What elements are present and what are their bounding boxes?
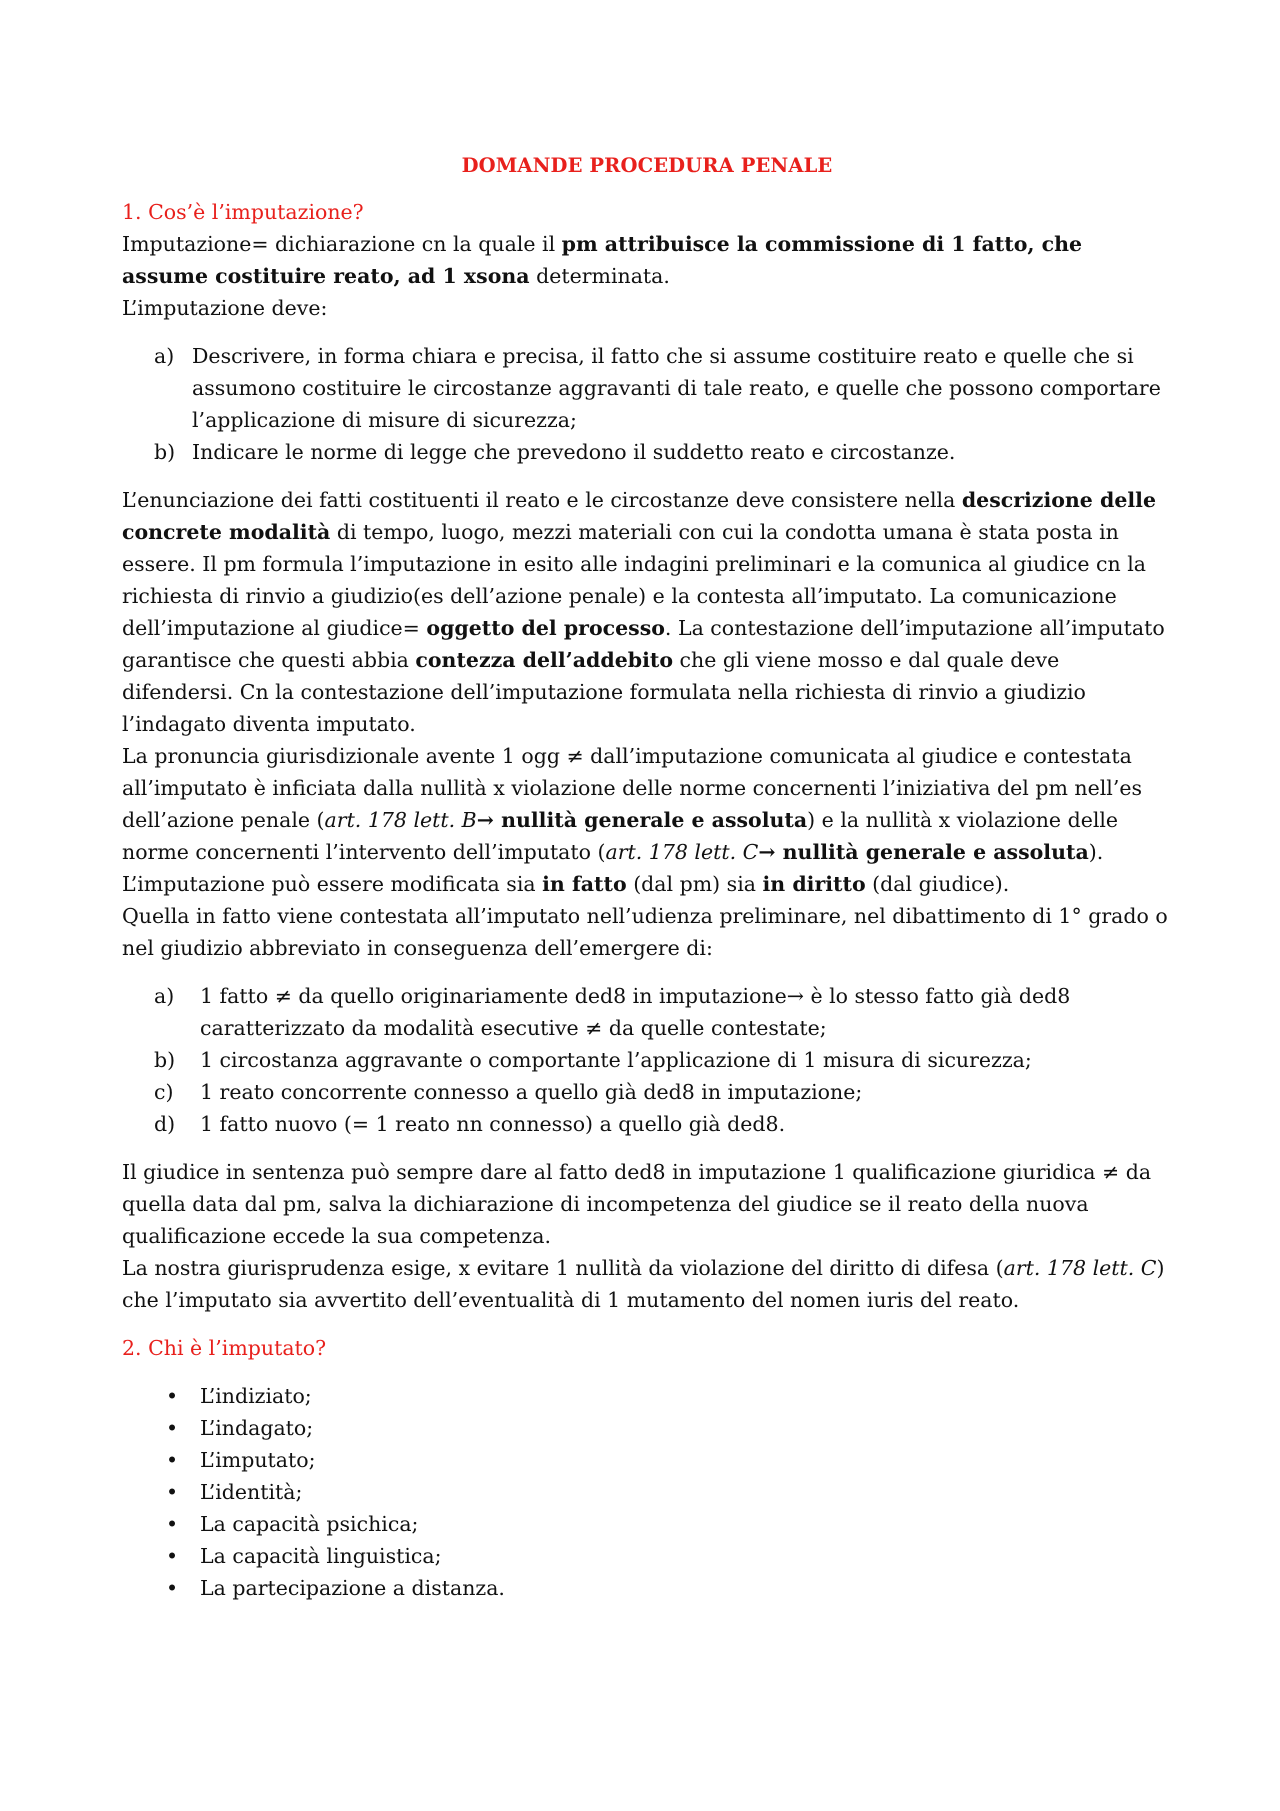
- bullet-icon: •: [166, 1480, 179, 1504]
- spacer: [122, 1316, 1172, 1332]
- list-item: [122, 1044, 1172, 1076]
- spacer: [122, 1364, 1172, 1380]
- imputato-topics-list: [122, 1380, 1172, 1604]
- text-run: (dal giudice).: [865, 872, 1010, 896]
- list-item: [122, 436, 1172, 468]
- list-item: [122, 1540, 1172, 1572]
- list-label: c): [154, 1080, 174, 1104]
- imputazione-intro: L’imputazione deve:: [122, 296, 328, 320]
- document-body: [122, 150, 1172, 1604]
- imputazione-requirements-list: [122, 340, 1172, 468]
- list-text: L’indagato;: [200, 1416, 314, 1440]
- list-text: L’identità;: [200, 1480, 303, 1504]
- list-text: L’imputato;: [200, 1448, 316, 1472]
- spacer: [122, 468, 1172, 484]
- bold-run: in fatto: [542, 872, 627, 896]
- italic-run: art. 178 lett. C: [1003, 1256, 1157, 1280]
- text-run: (dal pm) sia: [626, 872, 763, 896]
- fatto-intro-paragraph: Quella in fatto viene contestata all’imputato nell’udienza preliminare, nel dibattimento di 1° grado o nel giudizio abbreviato in conseguenza dell’emergere di:: [122, 904, 1168, 960]
- bold-run: in diritto: [762, 872, 866, 896]
- list-item: [122, 1108, 1172, 1140]
- list-label: a): [154, 984, 175, 1008]
- list-item: [122, 1508, 1172, 1540]
- list-text: L’indiziato;: [200, 1384, 312, 1408]
- text-run: L’enunciazione dei fatti costituenti il reato e le circostanze deve consistere nella: [122, 488, 962, 512]
- list-text: La partecipazione a distanza.: [200, 1576, 505, 1600]
- list-text: 1 fatto nuovo (= 1 reato nn connesso) a quello già ded8.: [200, 1112, 786, 1136]
- list-item: [122, 1380, 1172, 1412]
- list-label: b): [154, 440, 176, 464]
- list-label: a): [154, 344, 175, 368]
- list-item: [122, 1476, 1172, 1508]
- list-text: Indicare le norme di legge che prevedono il suddetto reato e circostanze.: [192, 440, 956, 464]
- list-text: 1 reato concorrente connesso a quello già ded8 in imputazione;: [200, 1080, 863, 1104]
- list-text: La capacità psichica;: [200, 1512, 419, 1536]
- italic-run: art. 178 lett. C: [605, 840, 759, 864]
- list-item: [122, 1572, 1172, 1604]
- bullet-icon: •: [166, 1512, 179, 1536]
- bold-run: pm attribuisce la commissione di 1 fatto, che assume costituire reato, ad 1 xsona: [122, 232, 1083, 288]
- list-text: Descrivere, in forma chiara e precisa, il fatto che si assume costituire reato e quelle che si assumono costituire le circostanze aggravanti di tale reato, e quelle che possono comportare l’applicazione di misure di sicurezza;: [192, 344, 1161, 432]
- question-2-heading: 2. Chi è l’imputato?: [122, 1336, 327, 1360]
- nullita-paragraph: [122, 740, 1172, 868]
- document-title: DOMANDE PROCEDURA PENALE: [461, 154, 833, 177]
- giurisprudenza-paragraph: [122, 1252, 1172, 1316]
- text-run: La pronuncia giurisdizionale avente 1 ogg ≠ dall’imputazione comunicata al giudice e contestata all’imputato è inficiata dalla nullità x violazione delle norme concernenti l’iniziativa del pm nell’es dell’azione penale (: [122, 744, 1143, 832]
- bullet-icon: •: [166, 1576, 179, 1600]
- text-run: ) e la nullità x violazione delle norme concernenti l’intervento dell’imputato (: [122, 808, 1119, 864]
- bullet-icon: •: [166, 1384, 179, 1408]
- bold-run: descrizione delle concrete modalità: [122, 488, 1156, 544]
- bullet-icon: •: [166, 1416, 179, 1440]
- bullet-icon: •: [166, 1544, 179, 1568]
- imputazione-definition: [122, 228, 1172, 292]
- list-text: 1 fatto ≠ da quello originariamente ded8 in imputazione→ è lo stesso fatto già ded8 caratterizzato da modalità esecutive ≠ da quelle contestate;: [200, 984, 1071, 1040]
- text-run: La nostra giurisprudenza esige, x evitare 1 nullità da violazione del diritto di difesa (: [122, 1256, 1004, 1280]
- italic-run: art. 178 lett. B: [324, 808, 477, 832]
- text-run: ) che l’imputato sia avvertito dell’eventualità di 1 mutamento del nomen iuris del reato.: [122, 1256, 1165, 1312]
- list-text: 1 circostanza aggravante o comportante l’applicazione di 1 misura di sicurezza;: [200, 1048, 1032, 1072]
- text-run: Imputazione= dichiarazione cn la quale il: [122, 232, 562, 256]
- text-run: che gli viene mosso e dal quale deve difendersi. Cn la contestazione dell’imputazione formulata nella richiesta di rinvio a giudizio l’indagato diventa imputato.: [122, 648, 1086, 736]
- bold-run: contezza dell’addebito: [415, 648, 674, 672]
- list-text: La capacità linguistica;: [200, 1544, 442, 1568]
- fatto-cases-list: [122, 980, 1172, 1140]
- list-item: [122, 980, 1172, 1044]
- text-run: L’imputazione può essere modificata sia: [122, 872, 543, 896]
- list-label: b): [154, 1048, 176, 1072]
- text-run: . La contestazione dell’imputazione all’imputato garantisce che questi abbia: [122, 616, 1165, 672]
- giudice-paragraph: Il giudice in sentenza può sempre dare al fatto ded8 in imputazione 1 qualificazione giuridica ≠ da quella data dal pm, salva la dichiarazione di incompetenza del giudice se il reato della nuova qualificazione eccede la sua competenza.: [122, 1160, 1152, 1248]
- enunciazione-paragraph: [122, 484, 1172, 740]
- list-item: [122, 1444, 1172, 1476]
- list-label: d): [154, 1112, 176, 1136]
- spacer: [122, 964, 1172, 980]
- bold-run: → nullità generale e assoluta: [476, 808, 808, 832]
- bold-run: oggetto del processo: [426, 616, 665, 640]
- list-item: [122, 1076, 1172, 1108]
- spacer: [122, 1140, 1172, 1156]
- text-run: ).: [1088, 840, 1104, 864]
- question-1-heading: 1. Cos’è l’imputazione?: [122, 200, 364, 224]
- text-run: di tempo, luogo, mezzi materiali con cui la condotta umana è stata posta in essere. Il pm formula l’imputazione in esito alle indagini preliminari e la comunica al giudice cn la richiesta di rinvio a giudizio(es dell’azione penale) e la contesta all’imputato. La comunicazione dell’imputazione al giudice=: [122, 520, 1147, 640]
- text-run: determinata.: [529, 264, 670, 288]
- modifica-paragraph: [122, 868, 1172, 900]
- list-item: [122, 1412, 1172, 1444]
- list-item: [122, 340, 1172, 436]
- bold-run: → nullità generale e assoluta: [758, 840, 1089, 864]
- bullet-icon: •: [166, 1448, 179, 1472]
- spacer: [122, 324, 1172, 340]
